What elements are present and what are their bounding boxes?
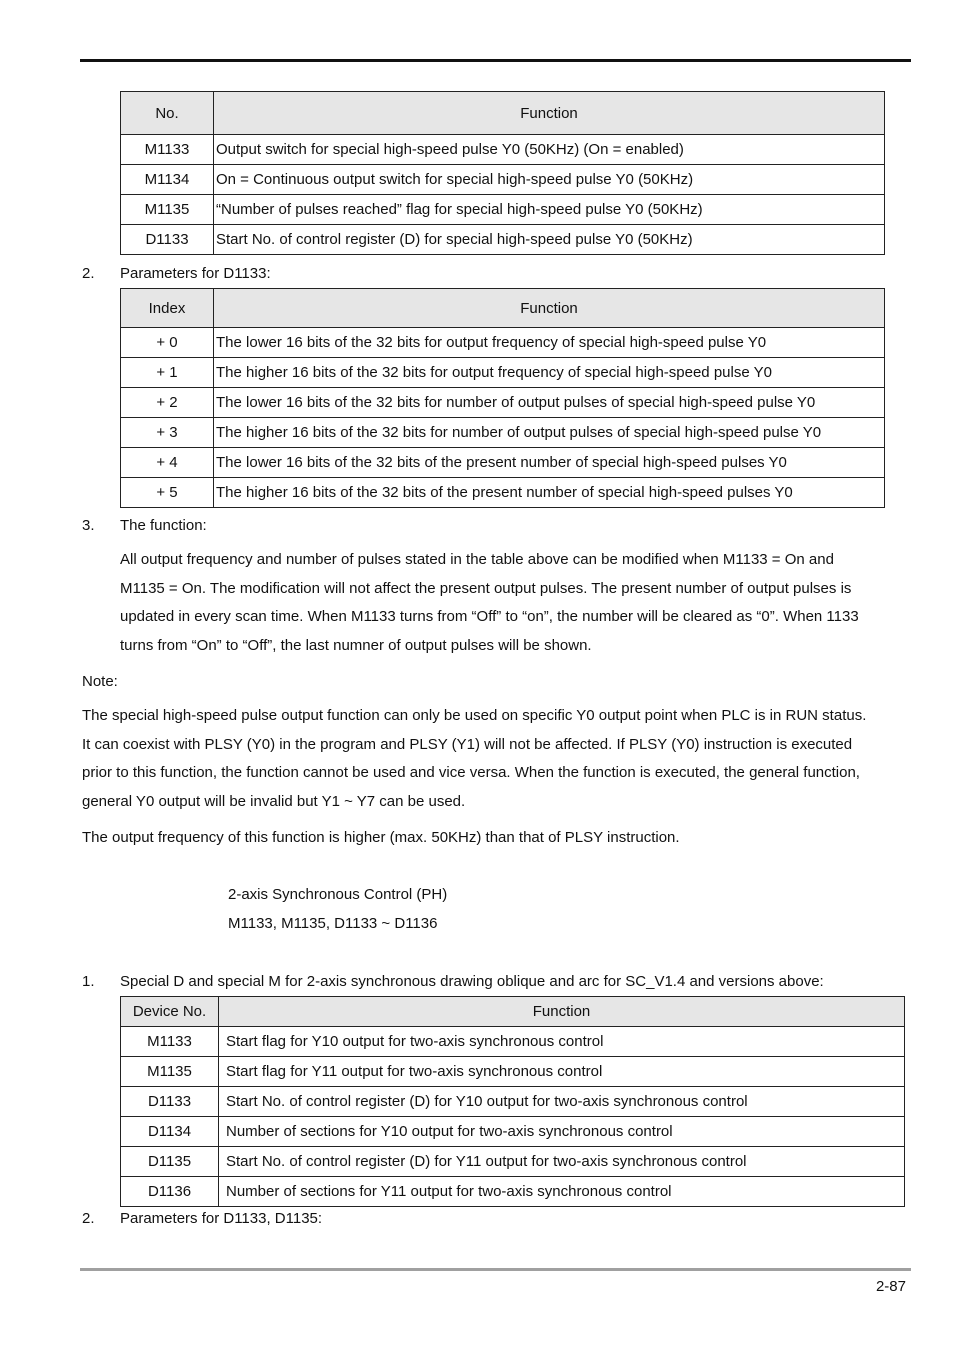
function-cell: The higher 16 bits of the 32 bits for output frequency of special high-speed pulse Y0 — [214, 358, 885, 388]
index-cell: + 3 — [121, 418, 214, 448]
list-number: 2. — [82, 265, 95, 282]
table-row — [121, 478, 885, 508]
table-row — [121, 1177, 905, 1207]
paragraph-line: updated in every scan time. When M1133 turns from “Off” to “on”, the number will be cleared as “0”. When 1133 — [120, 608, 859, 626]
table-row — [121, 388, 885, 418]
column-header-function: Function — [219, 997, 905, 1027]
column-header-function: Function — [214, 92, 885, 135]
column-header-no: No. — [121, 92, 214, 135]
table-header-row — [121, 289, 885, 328]
device-cell: M1135 — [121, 195, 214, 225]
function-cell: Number of sections for Y10 output for two-axis synchronous control — [219, 1117, 905, 1147]
list-number: 2. — [82, 1210, 95, 1227]
table-row — [121, 165, 885, 195]
device-cell: M1134 — [121, 165, 214, 195]
index-cell: + 5 — [121, 478, 214, 508]
d1133-parameter-table — [120, 288, 885, 508]
note-label: Note: — [82, 673, 118, 690]
function-cell: Start No. of control register (D) for Y11 output for two-axis synchronous control — [219, 1147, 905, 1177]
device-cell: M1133 — [121, 135, 214, 165]
column-header-index: Index — [121, 289, 214, 328]
paragraph-line: M1135 = On. The modification will not affect the present output pulses. The present number of output pulses is — [120, 579, 852, 597]
function-cell: Output switch for special high-speed pulse Y0 (50KHz) (On = enabled) — [214, 135, 885, 165]
device-cell: D1135 — [121, 1147, 219, 1177]
function-cell: The lower 16 bits of the 32 bits for output frequency of special high-speed pulse Y0 — [214, 328, 885, 358]
function-cell: Start flag for Y10 output for two-axis synchronous control — [219, 1027, 905, 1057]
table-row — [121, 448, 885, 478]
paragraph-line: prior to this function, the function cannot be used and vice versa. When the function is executed, the general function, — [82, 764, 860, 782]
function-cell: Start No. of control register (D) for special high-speed pulse Y0 (50KHz) — [214, 225, 885, 255]
table-header-row — [121, 997, 905, 1027]
table-row — [121, 358, 885, 388]
two-axis-sync-device-table — [120, 996, 905, 1207]
function-cell: The lower 16 bits of the 32 bits for number of output pulses of special high-speed pulse Y0 — [214, 388, 885, 418]
function-cell: Start flag for Y11 output for two-axis synchronous control — [219, 1057, 905, 1087]
table-row — [121, 1087, 905, 1117]
function-cell: Start No. of control register (D) for Y10 output for two-axis synchronous control — [219, 1087, 905, 1117]
note-paragraph — [82, 702, 866, 817]
device-cell: M1135 — [121, 1057, 219, 1087]
paragraph-line: All output frequency and number of pulses stated in the table above can be modified when M1133 = On and — [120, 551, 834, 568]
column-header-device-no: Device No. — [121, 997, 219, 1027]
paragraph-line: general Y0 output will be invalid but Y1 ~ Y7 can be used. — [82, 793, 466, 811]
table-row — [121, 1057, 905, 1087]
device-cell: D1134 — [121, 1117, 219, 1147]
table-row — [121, 418, 885, 448]
device-cell: D1136 — [121, 1177, 219, 1207]
function-cell: On = Continuous output switch for special high-speed pulse Y0 (50KHz) — [214, 165, 885, 195]
table-row — [121, 135, 885, 165]
table-row — [121, 225, 885, 255]
function-cell: Number of sections for Y11 output for two-axis synchronous control — [219, 1177, 905, 1207]
list-item-text: Parameters for D1133, D1135: — [120, 1210, 323, 1227]
table-row — [121, 1117, 905, 1147]
function-description — [120, 546, 859, 661]
device-cell: D1133 — [121, 225, 214, 255]
device-cell: D1133 — [121, 1087, 219, 1117]
table-row — [121, 1027, 905, 1057]
function-cell: The lower 16 bits of the 32 bits of the present number of special high-speed pulses Y0 — [214, 448, 885, 478]
table-row — [121, 1147, 905, 1177]
special-pulse-device-table — [120, 91, 885, 255]
header-rule — [80, 59, 911, 62]
section-devices: M1133, M1135, D1133 ~ D1136 — [228, 915, 438, 932]
index-cell: + 0 — [121, 328, 214, 358]
paragraph-line: The special high-speed pulse output function can only be used on specific Y0 output point when PLC is in RUN status. — [82, 707, 867, 724]
list-number: 3. — [82, 517, 95, 534]
column-header-function: Function — [214, 289, 885, 328]
device-cell: M1133 — [121, 1027, 219, 1057]
list-item-text: The function: — [120, 517, 207, 534]
paragraph-line: It can coexist with PLSY (Y0) in the program and PLSY (Y1) will not be affected. If PLSY (Y0) instruction is executed — [82, 735, 853, 753]
footer-rule — [80, 1268, 911, 1271]
index-cell: + 1 — [121, 358, 214, 388]
list-item-text: Parameters for D1133: — [120, 265, 271, 282]
function-cell: The higher 16 bits of the 32 bits for number of output pulses of special high-speed pulse Y0 — [214, 418, 885, 448]
function-cell: The higher 16 bits of the 32 bits of the present number of special high-speed pulses Y0 — [214, 478, 885, 508]
paragraph-line: turns from “On” to “Off”, the last numner of output pulses will be shown. — [120, 637, 592, 655]
index-cell: + 2 — [121, 388, 214, 418]
list-item-text: Special D and special M for 2-axis synchronous drawing oblique and arc for SC_V1.4 and versions above: — [120, 973, 824, 990]
section-title: 2-axis Synchronous Control (PH) — [228, 886, 448, 903]
page-number: 2-87 — [875, 1278, 906, 1295]
function-cell: “Number of pulses reached” flag for special high-speed pulse Y0 (50KHz) — [214, 195, 885, 225]
table-row — [121, 328, 885, 358]
index-cell: + 4 — [121, 448, 214, 478]
table-row — [121, 195, 885, 225]
list-number: 1. — [82, 973, 95, 990]
note-last-line: The output frequency of this function is higher (max. 50KHz) than that of PLSY instruction. — [82, 829, 680, 846]
table-header-row — [121, 92, 885, 135]
